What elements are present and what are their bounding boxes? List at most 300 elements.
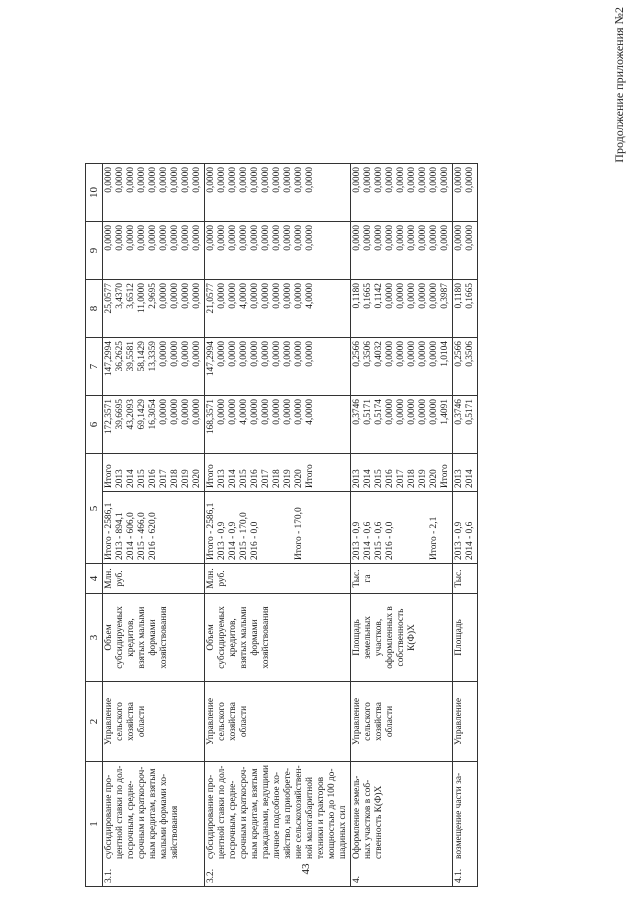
local-value: 0,0000: [159, 225, 169, 251]
regional-value: 0,1180: [454, 283, 464, 309]
total-value: 0,3746: [352, 399, 362, 425]
federal-value: 0,0000: [283, 341, 293, 367]
federal-values: [453, 338, 478, 396]
total-value: 69,1429: [137, 399, 147, 430]
funding-line: 2013 - 0,9: [352, 521, 362, 560]
extrabudget-value: 0,0000: [137, 167, 147, 193]
year-line: 2013: [115, 469, 125, 488]
indicator-line: формами: [148, 619, 158, 656]
year-line: 2013: [352, 469, 362, 488]
year-lines: [351, 454, 453, 492]
extrabudget-values: [453, 164, 478, 222]
local-value: 0,0000: [217, 225, 227, 251]
federal-value: 0,3506: [465, 341, 475, 367]
indicator-line: Объем: [206, 624, 216, 651]
item-name-line: гражданами, ведущими: [261, 765, 271, 859]
extrabudget-value: 0,0000: [407, 167, 417, 193]
unit-line: руб.: [115, 570, 125, 587]
header-cell-9: 9: [86, 222, 103, 280]
local-value: 0,0000: [352, 225, 362, 251]
regional-value: 0,0000: [170, 283, 180, 309]
federal-value: 13,3359: [148, 341, 158, 372]
extrabudget-values: [351, 164, 453, 222]
responsible-line: сельского: [363, 702, 373, 741]
funding-line: Итого - 170,0: [294, 507, 304, 560]
total-value: 0,0000: [159, 399, 169, 425]
funding-line: Итого - 2586,1: [104, 502, 114, 560]
table-row: [453, 164, 478, 887]
total-value: 0,0000: [272, 399, 282, 425]
total-value: 172,3571: [104, 399, 114, 435]
total-value: 0,0000: [418, 399, 428, 425]
local-values: [351, 222, 453, 280]
total-value: 0,0000: [283, 399, 293, 425]
year-line: 2014: [126, 469, 136, 488]
regional-value: 0,1665: [465, 283, 475, 309]
total-values: [103, 396, 205, 454]
item-name-line: ние сельскохозяйствен-: [294, 765, 304, 859]
item-name-line: субсидирование про-: [104, 774, 114, 859]
extrabudget-value: 0,0000: [363, 167, 373, 193]
local-value: 0,0000: [374, 225, 384, 251]
funding-lines: [205, 492, 351, 564]
funding-line: 2014 - 0,9: [228, 521, 238, 560]
year-line: 2015: [239, 469, 249, 488]
local-value: 0,0000: [170, 225, 180, 251]
local-value: 0,0000: [418, 225, 428, 251]
regional-value: 0,0000: [272, 283, 282, 309]
federal-value: 1,0104: [440, 341, 450, 367]
regional-value: 11,0000: [137, 283, 147, 314]
funding-line: Итого - 2,1: [429, 516, 439, 560]
funding-line: 2016 - 0,0: [250, 521, 260, 560]
item-name-line: зяйство, на приобрете-: [283, 768, 293, 859]
local-values: [453, 222, 478, 280]
local-value: 0,0000: [363, 225, 373, 251]
indicator-line: кредитов,: [126, 618, 136, 657]
funding-lines: [351, 492, 453, 564]
extrabudget-value: 0,0000: [228, 167, 238, 193]
local-value: 0,0000: [148, 225, 158, 251]
local-value: 0,0000: [440, 225, 450, 251]
extrabudget-value: 0,0000: [454, 167, 464, 193]
regional-value: 0,0000: [159, 283, 169, 309]
federal-value: 0,4032: [374, 341, 384, 367]
local-value: 0,0000: [192, 225, 202, 251]
indicator-line: земельных: [363, 616, 373, 659]
funding-line: 2014 - 0,6: [363, 521, 373, 560]
header-cell-2: 2: [86, 682, 103, 762]
item-name-line: ных участков в соб-: [363, 779, 373, 859]
regional-value: 4,0000: [239, 283, 249, 309]
item-name-line: возмещение части за-: [454, 772, 464, 859]
item-name-line: Оформление земель-: [352, 775, 362, 859]
total-values: [205, 396, 351, 454]
regional-values: [453, 280, 478, 338]
extrabudget-values: [205, 164, 351, 222]
item-name-line: субсидирование про-: [206, 774, 216, 859]
year-line: Итого: [206, 464, 216, 488]
extrabudget-value: 0,0000: [396, 167, 406, 193]
federal-value: 0,0000: [250, 341, 260, 367]
funding-line: [272, 495, 283, 560]
responsible-line: сельского: [217, 702, 227, 741]
responsible-line: области: [137, 705, 147, 738]
federal-value: 0,0000: [385, 341, 395, 367]
funding-line: 2013 - 894,1: [115, 512, 125, 560]
local-value: 0,0000: [261, 225, 271, 251]
federal-value: 0,0000: [239, 341, 249, 367]
responsible-line: области: [385, 705, 395, 738]
federal-value: 0,0000: [396, 341, 406, 367]
unit-lines: [453, 564, 478, 594]
indicator-line: Площадь: [352, 619, 362, 656]
local-values: [205, 222, 351, 280]
year-line: 2014: [228, 469, 238, 488]
funding-lines: [453, 492, 478, 564]
name-lines: [453, 762, 478, 887]
year-line: 2016: [148, 469, 158, 488]
unit-line: руб.: [217, 570, 227, 587]
regional-values: [205, 280, 351, 338]
total-value: 0,0000: [407, 399, 417, 425]
regional-value: 0,0000: [294, 283, 304, 309]
extrabudget-value: 0,0000: [305, 167, 315, 193]
item-name-line: зяйствования: [170, 805, 180, 859]
responsible-line: Управление: [352, 698, 362, 746]
indicator-line: участков,: [374, 618, 384, 657]
header-cell-7: 7: [86, 338, 103, 396]
year-line: 2015: [137, 469, 147, 488]
federal-value: 147,2994: [104, 341, 114, 377]
total-value: 0,5171: [465, 399, 475, 425]
local-value: 0,0000: [228, 225, 238, 251]
year-line: 2018: [272, 469, 282, 488]
total-value: 0,0000: [228, 399, 238, 425]
unit-lines: [351, 564, 453, 594]
extrabudget-value: 0,0000: [126, 167, 136, 193]
indicator-line: Объем: [104, 624, 114, 651]
header-cell-6: 6: [86, 396, 103, 454]
year-line: 2017: [261, 469, 271, 488]
indicator-line: субсидируемых: [115, 606, 125, 669]
year-line: 2014: [363, 469, 373, 488]
extrabudget-value: 0,0000: [272, 167, 282, 193]
funding-line: 2013 - 0,9: [217, 521, 227, 560]
extrabudget-value: 0,0000: [115, 167, 125, 193]
item-name-line: личное подсобное хо-: [272, 771, 282, 859]
year-line: 2016: [250, 469, 260, 488]
local-value: 0,0000: [250, 225, 260, 251]
regional-value: 0,0000: [192, 283, 202, 309]
item-name-line: срочным и краткосроч-: [239, 766, 249, 859]
extrabudget-value: 0,0000: [170, 167, 180, 193]
local-values: [103, 222, 205, 280]
regional-value: 0,0000: [407, 283, 417, 309]
extrabudget-value: 0,0000: [104, 167, 114, 193]
item-name-line: центной ставки по дол-: [217, 765, 227, 859]
responsible-line: хозяйства: [374, 702, 384, 741]
item-name-line: ным кредитам, взятым: [148, 768, 158, 859]
total-value: 0,0000: [396, 399, 406, 425]
local-value: 0,0000: [407, 225, 417, 251]
total-value: 168,3571: [206, 399, 216, 435]
funding-line: [407, 495, 418, 560]
item-name-line: центной ставки по дол-: [115, 765, 125, 859]
total-value: 43,2093: [126, 399, 136, 430]
total-value: 0,5171: [363, 399, 373, 425]
indicator-line: Площадь: [454, 619, 464, 656]
total-value: 0,0000: [217, 399, 227, 425]
total-value: 0,0000: [261, 399, 271, 425]
local-value: 0,0000: [104, 225, 114, 251]
local-value: 0,0000: [283, 225, 293, 251]
year-line: 2013: [217, 469, 227, 488]
header-row: [86, 164, 103, 887]
indicator-line: формами: [250, 619, 260, 656]
regional-value: 0,3987: [440, 283, 450, 309]
federal-value: 0,0000: [181, 341, 191, 367]
header-cell-10: 10: [86, 164, 103, 222]
unit-lines: [103, 564, 205, 594]
federal-value: 0,0000: [418, 341, 428, 367]
funding-line: [396, 495, 407, 560]
funding-line: 2014 - 606,0: [126, 512, 136, 560]
extrabudget-value: 0,0000: [148, 167, 158, 193]
local-value: 0,0000: [294, 225, 304, 251]
indicator-line: взятых малыми: [137, 606, 147, 669]
year-line: Итого: [440, 464, 450, 488]
unit-line: Тыс.: [454, 569, 464, 588]
federal-value: 0,0000: [407, 341, 417, 367]
regional-value: 0,0000: [429, 283, 439, 309]
regional-value: 25,0577: [104, 283, 114, 314]
regional-value: 0,1665: [363, 283, 373, 309]
indicator-line: собственность: [396, 608, 406, 667]
extrabudget-value: 0,0000: [418, 167, 428, 193]
year-line: 2013: [454, 469, 464, 488]
item-name-line: шадиных сил: [338, 805, 348, 859]
federal-value: 0,0000: [228, 341, 238, 367]
federal-value: 39,5581: [126, 341, 136, 372]
total-value: 0,0000: [250, 399, 260, 425]
federal-value: 0,0000: [170, 341, 180, 367]
extrabudget-value: 0,0000: [250, 167, 260, 193]
regional-value: 0,1142: [374, 283, 384, 309]
federal-value: 0,0000: [294, 341, 304, 367]
year-lines: [453, 454, 478, 492]
name-lines: [103, 762, 205, 887]
funding-line: [418, 495, 429, 560]
extrabudget-value: 0,0000: [294, 167, 304, 193]
federal-values: [103, 338, 205, 396]
federal-value: 0,0000: [261, 341, 271, 367]
federal-value: 0,0000: [305, 341, 315, 367]
federal-value: 0,0000: [192, 341, 202, 367]
local-value: 0,0000: [465, 225, 475, 251]
federal-value: 36,2625: [115, 341, 125, 372]
responsible-line: области: [239, 705, 249, 738]
year-line: Итого: [104, 464, 114, 488]
item-name-line: мощностью до 100 до-: [327, 768, 337, 859]
federal-values: [205, 338, 351, 396]
responsible-line: Управление: [206, 698, 216, 746]
indicator-lines: [453, 594, 478, 682]
responsible-line: хозяйства: [228, 702, 238, 741]
regional-value: 21,0577: [206, 283, 216, 314]
indicator-line: оформленных в: [385, 606, 395, 669]
local-value: 0,0000: [272, 225, 282, 251]
indicator-line: хозяйствования: [159, 606, 169, 669]
indicator-line: кредитов,: [228, 618, 238, 657]
regional-value: 3,6512: [126, 283, 136, 309]
item-name-line: ным кредитам, взятым: [250, 768, 260, 859]
funding-line: [261, 495, 272, 560]
indicator-line: взятых малыми: [239, 606, 249, 669]
name-lines: [205, 762, 351, 887]
extrabudget-value: 0,0000: [429, 167, 439, 193]
year-lines: [103, 454, 205, 492]
regional-value: 0,1180: [352, 283, 362, 309]
item-number: 4.1.: [454, 868, 464, 883]
responsible-line: сельского: [115, 702, 125, 741]
responsible-line: Управление: [454, 698, 464, 746]
federal-value: 0,2566: [454, 341, 464, 367]
year-line: 2017: [396, 469, 406, 488]
federal-value: 0,0000: [429, 341, 439, 367]
total-value: 16,3054: [148, 399, 158, 430]
item-name-line: малыми формами хо-: [159, 773, 169, 859]
year-line: 2019: [181, 469, 191, 488]
regional-value: 0,0000: [261, 283, 271, 309]
responsible-lines: [453, 682, 478, 762]
year-line: 2016: [385, 469, 395, 488]
indicator-line: хозяйствования: [261, 606, 271, 669]
total-value: 0,0000: [181, 399, 191, 425]
regional-value: 0,0000: [396, 283, 406, 309]
regional-value: 0,0000: [385, 283, 395, 309]
header-cell-4: 4: [86, 564, 103, 594]
table-row: [103, 164, 205, 887]
indicator-lines: [103, 594, 205, 682]
local-value: 0,0000: [137, 225, 147, 251]
funding-line: [283, 495, 294, 560]
item-name-line: госрочным, средне-: [126, 780, 136, 859]
extrabudget-value: 0,0000: [440, 167, 450, 193]
regional-values: [351, 280, 453, 338]
extrabudget-values: [103, 164, 205, 222]
item-name-line: срочным и краткосроч-: [137, 766, 147, 859]
indicator-line: К(Ф)Х: [407, 624, 417, 651]
funding-line: 2013 - 0,9: [454, 521, 464, 560]
year-line: Итого: [305, 464, 315, 488]
year-line: 2018: [170, 469, 180, 488]
unit-line: Млн.: [206, 568, 216, 589]
extrabudget-value: 0,0000: [159, 167, 169, 193]
year-line: 2018: [407, 469, 417, 488]
regional-value: 4,0000: [305, 283, 315, 309]
year-line: 2020: [294, 469, 304, 488]
total-value: 0,0000: [192, 399, 202, 425]
federal-value: 58,1429: [137, 341, 147, 372]
extrabudget-value: 0,0000: [465, 167, 475, 193]
funding-line: 2015 - 0,6: [374, 521, 384, 560]
federal-value: 0,3506: [363, 341, 373, 367]
year-line: 2015: [374, 469, 384, 488]
regional-value: 2,9695: [148, 283, 158, 309]
item-number: 3.2.: [206, 868, 216, 883]
header-cell-3: 3: [86, 594, 103, 682]
local-value: 0,0000: [181, 225, 191, 251]
item-name-line: госрочным, средне-: [228, 780, 238, 859]
regional-value: 0,0000: [418, 283, 428, 309]
indicator-lines: [351, 594, 453, 682]
total-value: 0,5174: [374, 399, 384, 425]
funding-line: 2016 - 620,0: [148, 512, 158, 560]
extrabudget-value: 0,0000: [385, 167, 395, 193]
item-number: 4.: [352, 875, 362, 883]
extrabudget-value: 0,0000: [206, 167, 216, 193]
year-line: 2017: [159, 469, 169, 488]
funding-line: 2015 - 466,0: [137, 512, 147, 560]
year-line: 2020: [192, 469, 202, 488]
responsible-lines: [103, 682, 205, 762]
total-value: 0,0000: [170, 399, 180, 425]
page-number: 43: [300, 863, 312, 875]
federal-values: [351, 338, 453, 396]
regional-value: 0,0000: [217, 283, 227, 309]
year-line: 2020: [429, 469, 439, 488]
total-value: 0,0000: [385, 399, 395, 425]
table-row: [351, 164, 453, 887]
unit-line: Тыс.: [352, 569, 362, 588]
funding-line: 2015 - 170,0: [239, 512, 249, 560]
local-value: 0,0000: [115, 225, 125, 251]
federal-value: 0,0000: [272, 341, 282, 367]
local-value: 0,0000: [126, 225, 136, 251]
total-value: 0,0000: [294, 399, 304, 425]
extrabudget-value: 0,0000: [192, 167, 202, 193]
unit-line: га: [363, 574, 373, 583]
responsible-line: Управление: [104, 698, 114, 746]
federal-value: 0,0000: [159, 341, 169, 367]
local-value: 0,0000: [454, 225, 464, 251]
header-cell-8: 8: [86, 280, 103, 338]
total-values: [453, 396, 478, 454]
year-line: 2014: [465, 469, 475, 488]
name-lines: [351, 762, 453, 887]
appendix-continuation-title: Продолжение приложения №2: [612, 7, 626, 163]
funding-line: 2014 - 0,6: [465, 521, 475, 560]
local-value: 0,0000: [385, 225, 395, 251]
header-cell-5: 5: [86, 454, 103, 564]
item-name-line: ственность К(Ф)Х: [374, 785, 384, 859]
federal-value: 0,2566: [352, 341, 362, 367]
extrabudget-value: 0,0000: [283, 167, 293, 193]
regional-value: 0,0000: [228, 283, 238, 309]
header-cell-1: 1: [86, 762, 103, 887]
extrabudget-value: 0,0000: [239, 167, 249, 193]
extrabudget-value: 0,0000: [217, 167, 227, 193]
program-table: [85, 163, 478, 887]
indicator-line: субсидируемых: [217, 606, 227, 669]
responsible-line: хозяйства: [126, 702, 136, 741]
extrabudget-value: 0,0000: [352, 167, 362, 193]
local-value: 0,0000: [206, 225, 216, 251]
local-value: 0,0000: [429, 225, 439, 251]
total-value: 0,3746: [454, 399, 464, 425]
total-value: 39,6695: [115, 399, 125, 430]
